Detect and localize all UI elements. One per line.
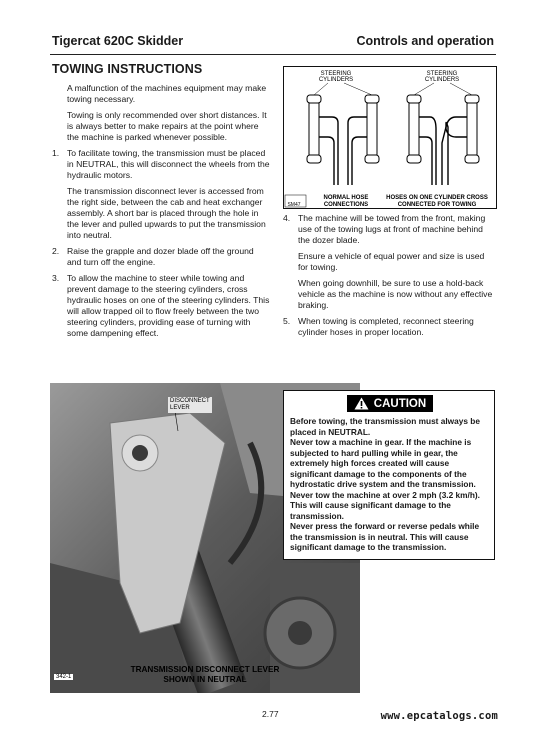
figure-code: SM47 <box>287 202 301 208</box>
left-bottom-label-2: CONNECTIONS <box>323 202 369 208</box>
intro-paragraph: A malfunction of the machines equipment may make towing necessary. <box>67 83 267 104</box>
step-text: To facilitate towing, the transmission must be placed in NEUTRAL, this will disconnect the wheels from the hydraulic motors. <box>67 148 270 180</box>
disconnect-lever-callout: DISCONNECT LEVER <box>170 398 210 411</box>
left-top-label-2: CYLINDERS <box>318 77 354 83</box>
step-text: When towing is completed, reconnect steering cylinder hoses in proper location. <box>298 316 474 337</box>
step-2 <box>52 246 270 268</box>
caution-text <box>290 416 490 553</box>
left-top-label-1: STEERING <box>320 71 352 77</box>
hose-diagram-drawing <box>284 67 496 208</box>
step-number: 3. <box>52 273 60 283</box>
warning-triangle-icon <box>354 397 369 410</box>
steering-hose-diagram <box>283 66 497 209</box>
caution-badge <box>347 395 433 412</box>
step-number: 5. <box>283 316 291 326</box>
right-column <box>283 213 495 343</box>
caution-line: Never press the forward or reverse pedals while the transmission is in neutral. This will cause significant damage to the transmission. <box>290 521 480 552</box>
right-top-label-2: CYLINDERS <box>424 77 460 83</box>
step-1 <box>52 148 270 241</box>
photo-code: 342-1 <box>56 674 72 680</box>
step-text: To allow the machine to steer while towing and prevent damage to the steering cylinders, cross hydraulic hoses on one of the steering cylinders. This will allow trapped oil to flow freely between the two steering cylinders, providing ease of turning with some dampening effect. <box>67 273 270 338</box>
step-number: 2. <box>52 246 60 256</box>
step-text: Raise the grapple and dozer blade off the ground and turn off the engine. <box>67 246 254 267</box>
step-5 <box>283 316 495 338</box>
caution-title: CAUTION <box>373 397 427 410</box>
left-column <box>52 83 270 344</box>
caution-line: Before towing, the transmission must always be placed in NEUTRAL. <box>290 416 480 437</box>
step-text: The machine will be towed from the front, making use of the towing lugs at front of machine behind the dozer blade. <box>298 213 486 245</box>
header-model: Tigercat 620C Skidder <box>52 34 184 48</box>
caution-line: Never tow the machine at over 2 mph (3.2 km/h). This will cause significant damage to the transmission. <box>290 489 480 521</box>
step-subtext: Ensure a vehicle of equal power and size is used for towing. <box>298 251 485 272</box>
left-bottom-label-1: NORMAL HOSE <box>323 195 369 201</box>
right-bottom-label-1: HOSES ON ONE CYLINDER CROSS <box>386 195 488 201</box>
right-bottom-label-2: CONNECTED FOR TOWING <box>397 202 477 208</box>
header-rule <box>50 54 496 55</box>
page-number: 2.77 <box>262 709 279 719</box>
step-3 <box>52 273 270 339</box>
step-subtext: The transmission disconnect lever is accessed from the right side, between the cab and heat exchanger assembly. A short bar is placed through the hole in the lever and pulled upwards to put the transmission into neutral. <box>67 186 266 240</box>
step-subtext: When going downhill, be sure to use a hold-back vehicle as the machine is now without any effective braking. <box>298 278 493 310</box>
step-4 <box>283 213 495 311</box>
intro-paragraph: Towing is only recommended over short distances. It is always better to make repairs at the point where the machine is parked whenever possible. <box>67 110 267 142</box>
section-title: TOWING INSTRUCTIONS <box>52 62 203 76</box>
step-number: 1. <box>52 148 60 158</box>
right-top-label-1: STEERING <box>426 71 458 77</box>
caution-box <box>283 390 495 560</box>
photo-caption: TRANSMISSION DISCONNECT LEVER SHOWN IN NEUTRAL <box>130 665 280 684</box>
step-number: 4. <box>283 213 291 223</box>
website-link[interactable]: www.epcatalogs.com <box>380 710 498 722</box>
caution-line: Never tow a machine in gear. If the machine is subjected to hard pulling while in gear, the extremely high forces created will cause significant damage to the components of the hydrostatic drive system and the transmission. <box>290 437 476 489</box>
header-section: Controls and operation <box>356 34 494 48</box>
